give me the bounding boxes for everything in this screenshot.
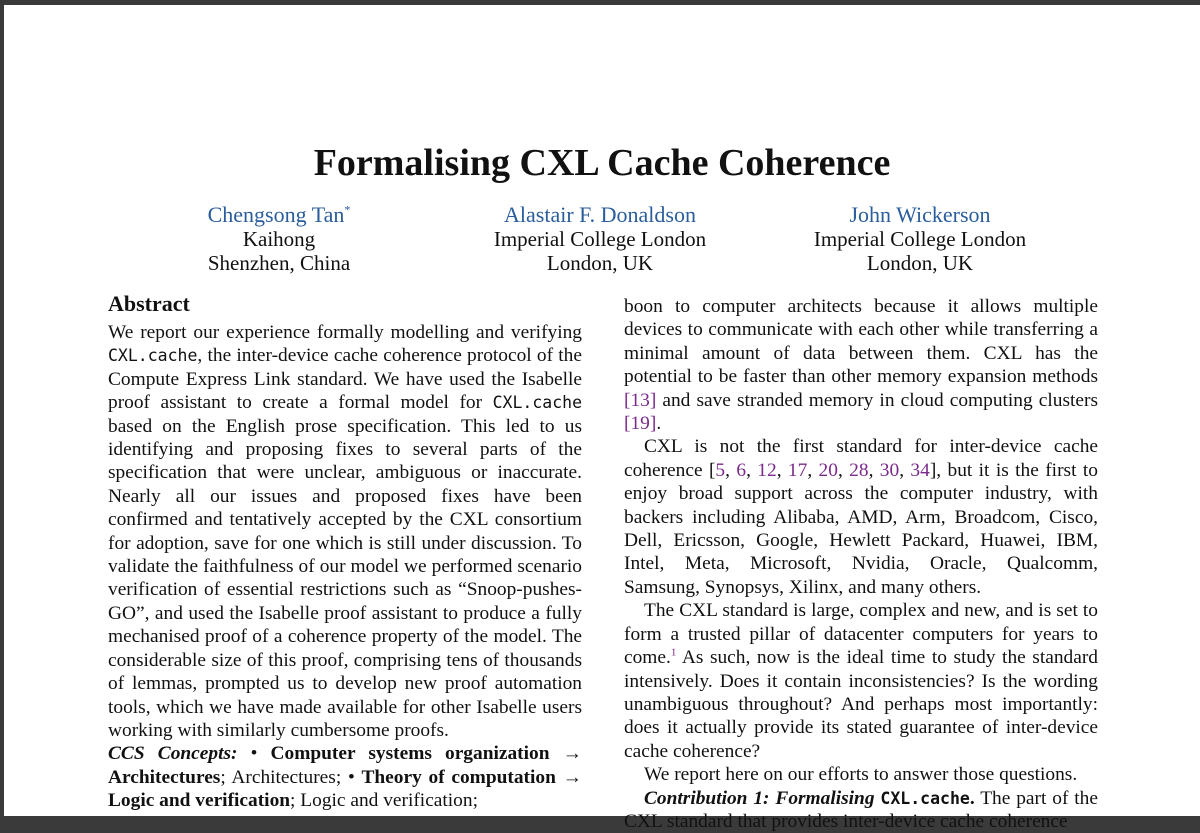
abstract-heading: Abstract (108, 291, 190, 316)
author-name-link[interactable]: John Wickerson (849, 202, 991, 227)
author-affiliation: Imperial College London (493, 227, 707, 251)
paper-title: Formalising CXL Cache Coherence (313, 142, 891, 184)
author-name-link[interactable]: Alastair F. Donaldson (504, 202, 696, 227)
author-location: Shenzhen, China (207, 251, 351, 275)
code-term: CXL.cache (492, 393, 582, 413)
citation-link[interactable]: 12 (757, 459, 777, 481)
author-name-link[interactable]: Chengsong Tan (207, 202, 345, 227)
author-affiliation: Kaihong (242, 227, 316, 251)
footnote-link[interactable]: 1 (670, 646, 677, 659)
author-2 (450, 203, 750, 275)
intro-paragraph-1: boon to computer architects because it allows multiple devices to communicate with each other while transferring a minimal amount of data between them. CXL has the potential to be faster than other memory expansion methods [13] and save stranded memory in cloud computing clusters [19]. (624, 296, 1098, 435)
abstract-text: We report our experience formally modelling and verifying CXL.cache, the inter-device cache coherence protocol of the Compute Express Link standard. We have used the Isabelle proof assistant to create a formal model for CXL.cache based on the English prose specification. This led to us identifying and proposing fixes to several parts of the specification that were unclear, ambiguous or inaccurate. Nearly all our issues and proposed fixes have been confirmed and tentatively accepted by the CXL consortium for adoption, save for one which is still under discussion. To validate the faithfulness of our model we performed scenario verification of essential restrictions such as “Snoop-pushes-GO”, and used the Isabelle proof assistant to produce a fully mechanised proof of a coherence property of the model. The considerable size of this proof, comprising tens of thousands of lemmas, prompted us to develop new proof automation tools, which we have made available for other Isabelle users working with similarly cumbersome proofs. (108, 322, 582, 741)
author-1 (129, 203, 429, 275)
citation-link[interactable]: 6 (736, 459, 747, 481)
citation-link[interactable]: 30 (879, 459, 900, 481)
author-location: London, UK (546, 251, 654, 275)
citation-link[interactable]: 17 (787, 459, 808, 481)
author-location: London, UK (866, 251, 974, 275)
paper-page (4, 5, 1200, 832)
intro-paragraph-2: CXL is not the first standard for inter-device cache coherence [5, 6, 12, 17, 20, 28, 30, 34], but it is the first to enjoy broad support across the computer industry, with backers including Alibaba, AMD, Arm, Broadcom, Cisco, Dell, Ericsson, Google, Hewlett Packard, Huawei, IBM, Intel, Meta, Microsoft, Nvidia, Oracle, Qualcomm, Samsung, Synopsys, Xilinx, and many others. (624, 436, 1098, 598)
left-column (108, 291, 582, 813)
code-term: CXL.cache (880, 788, 970, 808)
author-footnote-mark: * (344, 202, 351, 217)
citation-link[interactable]: [13] (624, 389, 657, 411)
right-column (624, 295, 1098, 833)
citation-link[interactable]: 28 (849, 459, 869, 481)
code-term: CXL.cache (108, 346, 198, 366)
contribution-1: Contribution 1: Formalising CXL.cache. The part of the CXL standard that provides inter-device cache coherence (624, 787, 1098, 832)
author-affiliation: Imperial College London (813, 227, 1027, 251)
author-3 (770, 203, 1070, 275)
citation-link[interactable]: 5 (715, 459, 726, 481)
citation-link[interactable]: [19] (624, 413, 657, 435)
intro-paragraph-4: We report here on our efforts to answer those questions. (644, 764, 1078, 786)
citation-link[interactable]: 34 (910, 459, 930, 481)
ccs-concepts: CCS Concepts: • Computer systems organization → Architectures; Architectures; • Theory of computation → Logic and verification; Logic and verification; (108, 743, 583, 812)
intro-paragraph-3: The CXL standard is large, complex and new, and is set to form a trusted pillar of datacenter computers for years to come.$^1$ As such, now is the ideal time to study the standard intensively. Does it contain inconsistencies? Is the wording unambiguous throughout? And perhaps most importantly: does it actually provide its stated guarantee of inter-device cache coherence? (624, 600, 1098, 762)
citation-link[interactable]: 20 (818, 459, 838, 481)
